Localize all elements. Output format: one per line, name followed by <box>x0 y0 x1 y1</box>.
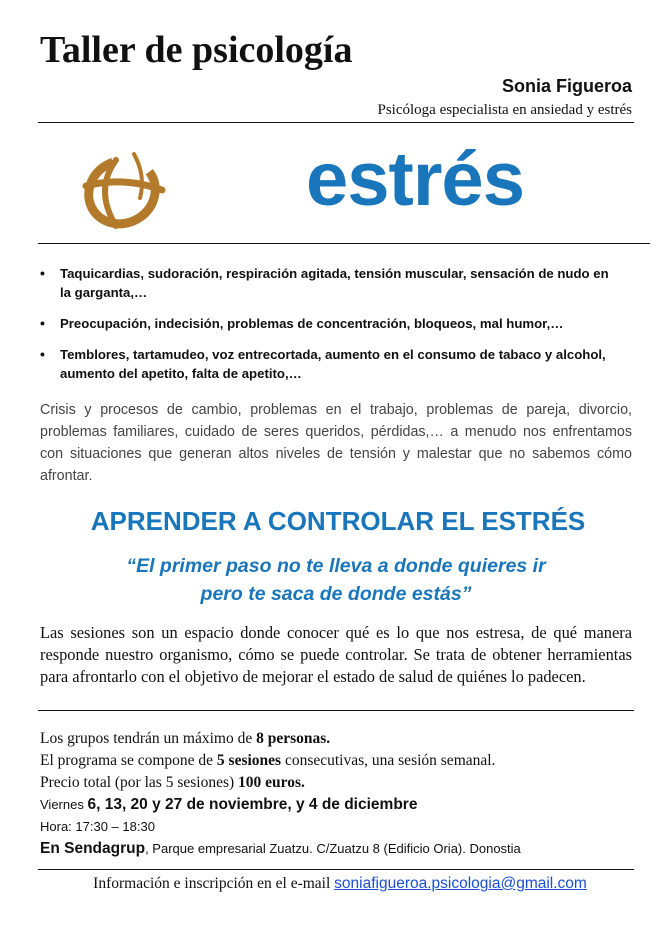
description-paragraph: Las sesiones son un espacio donde conocer qué es lo que nos estresa, de qué manera responde nuestro organismo, cómo se puede controlar. Se trata de obtener herramientas para afrontarlo con el objetivo de mejorar el estado de salud de quiénes lo padecen. <box>40 623 632 686</box>
banner-divider <box>38 243 650 244</box>
intro-paragraph: Crisis y procesos de cambio, problemas en el trabajo, problemas de pareja, divorcio, problemas familiares, cuidado de seres queridos, pérdidas,… a menudo nos enfrentamos con situaciones que generan altos niveles de tensión y malestar que no sabemos cómo afrontar. <box>40 402 632 484</box>
email-link[interactable]: soniafigueroa.psicologia@gmail.com <box>334 875 587 892</box>
quote-line: “El primer paso no te lleva a donde quieres ir <box>126 555 546 577</box>
list-item: • Taquicardias, sudoración, respiración agitada, tensión muscular, sensación de nudo en la garganta,… <box>40 264 610 302</box>
author-name: Sonia Figueroa <box>501 76 632 96</box>
footer-divider <box>38 869 634 870</box>
list-item: • Temblores, tartamudeo, voz entrecortada, aumento en el consumo de tabaco y alcohol, aumento del apetito, falta de apetito,… <box>40 345 610 383</box>
footer-text: Información e inscripción en el e-mail <box>93 875 335 892</box>
header-divider <box>38 122 634 123</box>
price-line: Precio total (por las 5 sesiones) 100 euros. <box>40 774 305 791</box>
venue-line: En Sendagrup, Parque empresarial Zuatzu. C/Zuatzu 8 (Edificio Oria). Donostia <box>40 840 521 857</box>
author-role: Psicóloga especialista en ansiedad y estrés <box>377 102 632 118</box>
details-block <box>40 728 640 860</box>
page-title: Taller de psicología <box>40 29 353 71</box>
program-line: El programa se compone de 5 sesiones consecutivas, una sesión semanal. <box>40 752 496 769</box>
stylized-e-globe-logo-icon <box>72 146 172 234</box>
hours-line: Hora: 17:30 – 18:30 <box>40 819 155 834</box>
dates-line: Viernes 6, 13, 20 y 27 de noviembre, y 4 de diciembre <box>40 796 418 813</box>
headline: APRENDER A CONTROLAR EL ESTRÉS <box>90 506 586 536</box>
banner-word: estrés <box>306 137 524 222</box>
quote-line: pero te saca de donde estás” <box>200 583 472 605</box>
list-item: • Preocupación, indecisión, problemas de concentración, bloqueos, mal humor,… <box>40 314 610 333</box>
quote <box>40 552 632 608</box>
groups-line: Los grupos tendrán un máximo de 8 personas. <box>40 730 331 747</box>
symptom-list <box>40 264 610 395</box>
footer <box>40 875 640 893</box>
details-divider <box>38 710 634 711</box>
